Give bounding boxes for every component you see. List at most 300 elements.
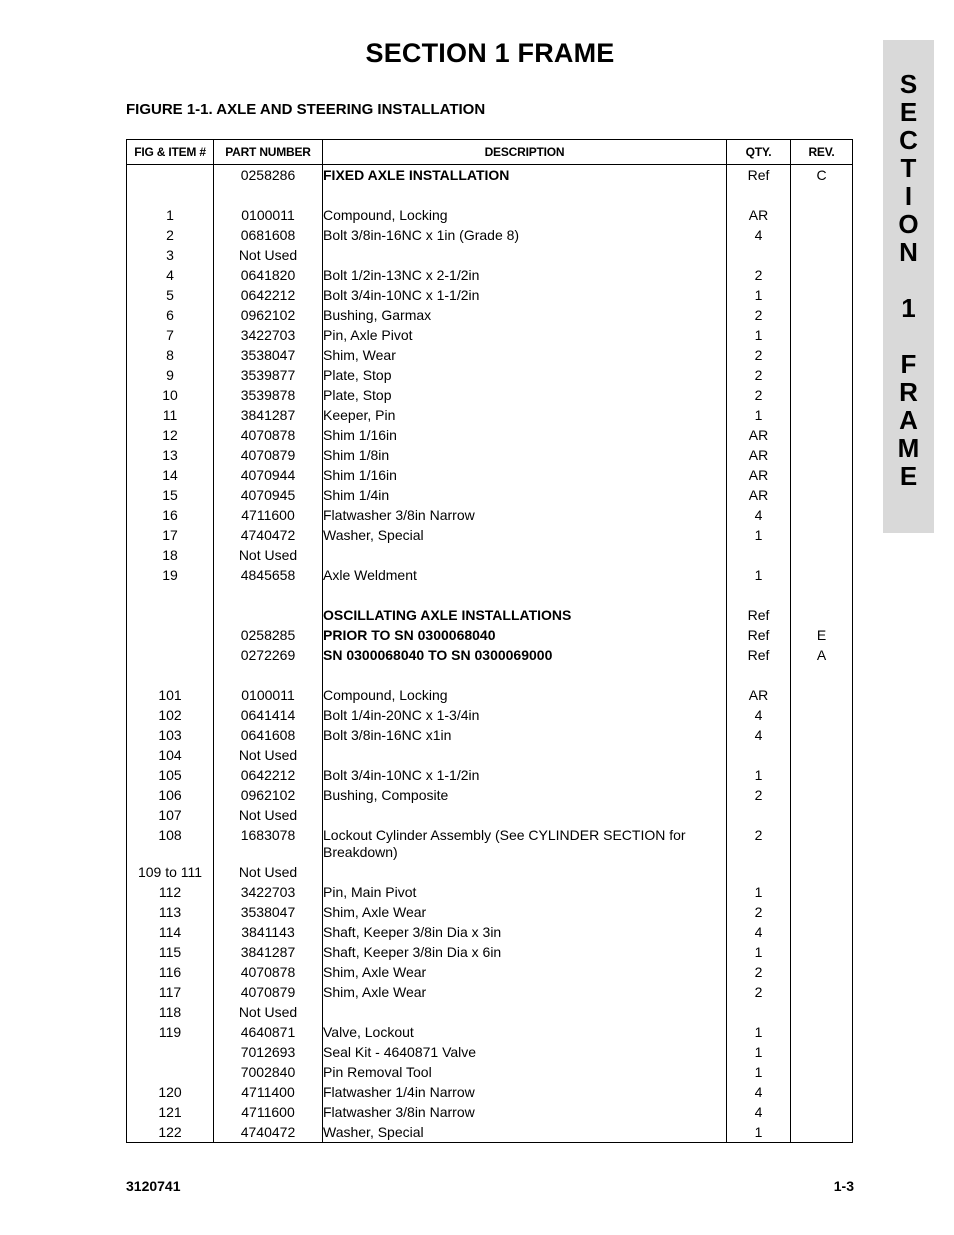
table-row (127, 1062, 853, 1082)
qty-cell: 2 (727, 825, 791, 862)
item-number-cell (127, 605, 214, 625)
rev-cell (791, 1102, 853, 1122)
rev-cell (791, 285, 853, 305)
section-tab-letter: A (899, 405, 918, 435)
item-number-cell: 114 (127, 922, 214, 942)
section-tab-letter: S (899, 69, 918, 99)
part-number-cell: 1683078 (214, 825, 323, 862)
item-number-cell: 115 (127, 942, 214, 962)
description-cell: Plate, Stop (323, 365, 727, 385)
part-number-cell: 3422703 (214, 882, 323, 902)
table-row (127, 465, 853, 485)
qty-cell: 2 (727, 982, 791, 1002)
description-cell: Bushing, Garmax (323, 305, 727, 325)
table-row (127, 882, 853, 902)
description-cell: Shim 1/16in (323, 465, 727, 485)
table-row (127, 405, 853, 425)
rev-cell (791, 982, 853, 1002)
item-number-cell: 11 (127, 405, 214, 425)
description-cell: Shim, Axle Wear (323, 962, 727, 982)
item-number-cell: 1 (127, 205, 214, 225)
description-cell: Washer, Special (323, 1122, 727, 1143)
document-number: 3120741 (126, 1178, 181, 1194)
rev-cell (791, 425, 853, 445)
description-cell (323, 805, 727, 825)
rev-cell (791, 825, 853, 862)
part-number-cell: 4711600 (214, 1102, 323, 1122)
section-tab-letter: N (899, 237, 918, 267)
table-spacer-row (127, 585, 853, 605)
item-number-cell: 107 (127, 805, 214, 825)
qty-cell: 1 (727, 882, 791, 902)
table-row (127, 365, 853, 385)
item-number-cell: 118 (127, 1002, 214, 1022)
description-cell: Shaft, Keeper 3/8in Dia x 6in (323, 942, 727, 962)
rev-cell (791, 962, 853, 982)
table-row (127, 825, 853, 862)
description-cell: Bushing, Composite (323, 785, 727, 805)
part-number-cell: 0641414 (214, 705, 323, 725)
spacer-cell (727, 665, 791, 685)
part-number-cell: 4070878 (214, 425, 323, 445)
description-cell: Shim, Axle Wear (323, 982, 727, 1002)
item-number-cell: 108 (127, 825, 214, 862)
qty-cell: 1 (727, 285, 791, 305)
qty-cell: 1 (727, 1042, 791, 1062)
rev-cell (791, 605, 853, 625)
table-row (127, 1082, 853, 1102)
qty-cell: 4 (727, 1082, 791, 1102)
table-row (127, 625, 853, 645)
rev-cell (791, 325, 853, 345)
description-cell: Bolt 1/4in-20NC x 1-3/4in (323, 705, 727, 725)
description-cell: Lockout Cylinder Assembly (See CYLINDER SECTION for Breakdown) (323, 825, 727, 862)
description-cell: OSCILLATING AXLE INSTALLATIONS (323, 605, 727, 625)
qty-cell (727, 245, 791, 265)
header-qty: QTY. (727, 140, 791, 165)
rev-cell (791, 1122, 853, 1143)
part-number-cell: 0258286 (214, 165, 323, 186)
table-row (127, 225, 853, 245)
section-tab (883, 40, 934, 533)
qty-cell: AR (727, 485, 791, 505)
spacer-cell (323, 185, 727, 205)
qty-cell: Ref (727, 165, 791, 186)
rev-cell (791, 505, 853, 525)
part-number-cell: 0258285 (214, 625, 323, 645)
qty-cell: 2 (727, 345, 791, 365)
table-row (127, 862, 853, 882)
description-cell (323, 545, 727, 565)
section-tab-letter: 1 (901, 293, 916, 323)
part-number-cell: Not Used (214, 805, 323, 825)
description-cell: Pin, Axle Pivot (323, 325, 727, 345)
rev-cell (791, 465, 853, 485)
description-cell: Shim 1/8in (323, 445, 727, 465)
qty-cell: AR (727, 445, 791, 465)
spacer-cell (127, 585, 214, 605)
part-number-cell: 4711600 (214, 505, 323, 525)
part-number-cell: 3841287 (214, 942, 323, 962)
rev-cell (791, 245, 853, 265)
item-number-cell (127, 165, 214, 186)
rev-cell (791, 1062, 853, 1082)
header-item: FIG & ITEM # (127, 140, 214, 165)
qty-cell: 4 (727, 505, 791, 525)
spacer-cell (727, 585, 791, 605)
table-row (127, 525, 853, 545)
table-row (127, 165, 853, 186)
part-number-cell: 4070879 (214, 445, 323, 465)
part-number-cell: 3539878 (214, 385, 323, 405)
qty-cell (727, 862, 791, 882)
item-number-cell: 116 (127, 962, 214, 982)
part-number-cell: 0100011 (214, 685, 323, 705)
qty-cell: Ref (727, 625, 791, 645)
rev-cell (791, 405, 853, 425)
part-number-cell: Not Used (214, 745, 323, 765)
header-part-number: PART NUMBER (214, 140, 323, 165)
part-number-cell: Not Used (214, 862, 323, 882)
qty-cell: 4 (727, 922, 791, 942)
description-cell (323, 862, 727, 882)
table-row (127, 725, 853, 745)
rev-cell (791, 1002, 853, 1022)
description-cell: Axle Weldment (323, 565, 727, 585)
rev-cell (791, 745, 853, 765)
rev-cell (791, 565, 853, 585)
item-number-cell: 119 (127, 1022, 214, 1042)
item-number-cell: 13 (127, 445, 214, 465)
table-row (127, 805, 853, 825)
item-number-cell: 117 (127, 982, 214, 1002)
qty-cell: 2 (727, 265, 791, 285)
table-row (127, 1022, 853, 1042)
description-cell: Flatwasher 3/8in Narrow (323, 1102, 727, 1122)
table-row (127, 745, 853, 765)
item-number-cell (127, 625, 214, 645)
description-cell: Shim, Axle Wear (323, 902, 727, 922)
description-cell: Bolt 3/8in-16NC x 1in (Grade 8) (323, 225, 727, 245)
description-cell (323, 1002, 727, 1022)
description-cell: Compound, Locking (323, 685, 727, 705)
table-row (127, 325, 853, 345)
item-number-cell: 109 to 111 (127, 862, 214, 882)
page-title: SECTION 1 FRAME (365, 38, 615, 68)
rev-cell (791, 882, 853, 902)
qty-cell: 4 (727, 1102, 791, 1122)
part-number-cell: Not Used (214, 1002, 323, 1022)
table-row (127, 385, 853, 405)
section-tab-letter: E (899, 461, 918, 491)
table-row (127, 982, 853, 1002)
part-number-cell: 7012693 (214, 1042, 323, 1062)
table-row (127, 962, 853, 982)
rev-cell: E (791, 625, 853, 645)
spacer-cell (727, 185, 791, 205)
item-number-cell: 102 (127, 705, 214, 725)
spacer-cell (214, 585, 323, 605)
qty-cell: AR (727, 425, 791, 445)
table-row (127, 942, 853, 962)
table-row (127, 785, 853, 805)
item-number-cell: 7 (127, 325, 214, 345)
table-row (127, 1002, 853, 1022)
part-number-cell: 0962102 (214, 305, 323, 325)
qty-cell: AR (727, 465, 791, 485)
rev-cell (791, 785, 853, 805)
qty-cell: Ref (727, 645, 791, 665)
rev-cell (791, 305, 853, 325)
qty-cell (727, 745, 791, 765)
table-row (127, 485, 853, 505)
qty-cell: 2 (727, 962, 791, 982)
section-tab-letter: C (899, 125, 918, 155)
part-number-cell: Not Used (214, 545, 323, 565)
section-tab-letters (883, 70, 934, 490)
qty-cell: AR (727, 205, 791, 225)
table-row (127, 305, 853, 325)
spacer-cell (214, 665, 323, 685)
part-number-cell: 3538047 (214, 345, 323, 365)
table-row (127, 545, 853, 565)
qty-cell: 4 (727, 705, 791, 725)
part-number-cell: 4640871 (214, 1022, 323, 1042)
section-tab-letter: I (904, 181, 913, 211)
rev-cell (791, 805, 853, 825)
item-number-cell: 4 (127, 265, 214, 285)
item-number-cell: 12 (127, 425, 214, 445)
part-number-cell: 4740472 (214, 1122, 323, 1143)
spacer-cell (127, 665, 214, 685)
part-number-cell: 4711400 (214, 1082, 323, 1102)
item-number-cell: 5 (127, 285, 214, 305)
qty-cell: 2 (727, 902, 791, 922)
description-cell (323, 745, 727, 765)
section-tab-letter: F (900, 349, 917, 379)
qty-cell: 1 (727, 525, 791, 545)
item-number-cell: 15 (127, 485, 214, 505)
qty-cell: 4 (727, 725, 791, 745)
item-number-cell: 101 (127, 685, 214, 705)
header-description: DESCRIPTION (323, 140, 727, 165)
spacer-cell (791, 665, 853, 685)
table-row (127, 265, 853, 285)
description-cell: Seal Kit - 4640871 Valve (323, 1042, 727, 1062)
item-number-cell: 122 (127, 1122, 214, 1143)
table-spacer-row (127, 665, 853, 685)
qty-cell: 1 (727, 1022, 791, 1042)
section-tab-letter: T (900, 153, 917, 183)
item-number-cell: 121 (127, 1102, 214, 1122)
table-row (127, 765, 853, 785)
description-cell: Shaft, Keeper 3/8in Dia x 3in (323, 922, 727, 942)
item-number-cell: 18 (127, 545, 214, 565)
item-number-cell (127, 645, 214, 665)
figure-title: FIGURE 1-1. AXLE AND STEERING INSTALLATION (126, 101, 486, 118)
description-cell: Bolt 3/4in-10NC x 1-1/2in (323, 285, 727, 305)
part-number-cell: 4070878 (214, 962, 323, 982)
description-cell: Bolt 1/2in-13NC x 2-1/2in (323, 265, 727, 285)
part-number-cell: 4740472 (214, 525, 323, 545)
item-number-cell: 9 (127, 365, 214, 385)
rev-cell (791, 525, 853, 545)
qty-cell: AR (727, 685, 791, 705)
part-number-cell: 4070945 (214, 485, 323, 505)
rev-cell (791, 205, 853, 225)
description-cell: Bolt 3/4in-10NC x 1-1/2in (323, 765, 727, 785)
part-number-cell: 3539877 (214, 365, 323, 385)
part-number-cell: 0100011 (214, 205, 323, 225)
rev-cell (791, 942, 853, 962)
qty-cell (727, 805, 791, 825)
description-cell: Flatwasher 3/8in Narrow (323, 505, 727, 525)
table-spacer-row (127, 185, 853, 205)
description-cell: Shim 1/4in (323, 485, 727, 505)
item-number-cell: 106 (127, 785, 214, 805)
table-row (127, 245, 853, 265)
description-cell: Valve, Lockout (323, 1022, 727, 1042)
description-cell: Pin Removal Tool (323, 1062, 727, 1082)
rev-cell (791, 705, 853, 725)
item-number-cell: 10 (127, 385, 214, 405)
table-row (127, 205, 853, 225)
qty-cell: 1 (727, 942, 791, 962)
part-number-cell: 0641608 (214, 725, 323, 745)
spacer-cell (791, 585, 853, 605)
rev-cell (791, 922, 853, 942)
rev-cell (791, 265, 853, 285)
qty-cell: 1 (727, 565, 791, 585)
rev-cell: C (791, 165, 853, 186)
part-number-cell: 0642212 (214, 285, 323, 305)
table-row (127, 922, 853, 942)
section-tab-letter: E (899, 97, 918, 127)
item-number-cell: 6 (127, 305, 214, 325)
part-number-cell: 4070879 (214, 982, 323, 1002)
rev-cell (791, 385, 853, 405)
description-cell: Washer, Special (323, 525, 727, 545)
rev-cell (791, 1082, 853, 1102)
rev-cell (791, 1022, 853, 1042)
spacer-cell (214, 185, 323, 205)
rev-cell (791, 862, 853, 882)
table-row (127, 1102, 853, 1122)
description-cell: PRIOR TO SN 0300068040 (323, 625, 727, 645)
item-number-cell: 16 (127, 505, 214, 525)
spacer-cell (127, 185, 214, 205)
table-row (127, 425, 853, 445)
qty-cell: 2 (727, 305, 791, 325)
rev-cell (791, 485, 853, 505)
table-row (127, 1042, 853, 1062)
rev-cell (791, 685, 853, 705)
part-number-cell: 7002840 (214, 1062, 323, 1082)
qty-cell: 2 (727, 365, 791, 385)
item-number-cell: 17 (127, 525, 214, 545)
rev-cell (791, 365, 853, 385)
description-cell: Compound, Locking (323, 205, 727, 225)
rev-cell (791, 725, 853, 745)
qty-cell: 1 (727, 405, 791, 425)
part-number-cell: 4845658 (214, 565, 323, 585)
part-number-cell: 0272269 (214, 645, 323, 665)
qty-cell: 2 (727, 385, 791, 405)
table-row (127, 645, 853, 665)
item-number-cell: 19 (127, 565, 214, 585)
item-number-cell: 2 (127, 225, 214, 245)
part-number-cell: 0962102 (214, 785, 323, 805)
table-row (127, 685, 853, 705)
description-cell: FIXED AXLE INSTALLATION (323, 165, 727, 186)
part-number-cell: 3841287 (214, 405, 323, 425)
rev-cell (791, 765, 853, 785)
table-row (127, 565, 853, 585)
part-number-cell: 0642212 (214, 765, 323, 785)
item-number-cell: 104 (127, 745, 214, 765)
part-number-cell: 4070944 (214, 465, 323, 485)
rev-cell (791, 445, 853, 465)
spacer-cell (323, 665, 727, 685)
rev-cell (791, 902, 853, 922)
section-tab-letter: R (899, 377, 918, 407)
part-number-cell: 3422703 (214, 325, 323, 345)
item-number-cell: 105 (127, 765, 214, 785)
qty-cell: 1 (727, 765, 791, 785)
table-row (127, 705, 853, 725)
qty-cell: 4 (727, 225, 791, 245)
section-tab-letter: O (898, 209, 919, 239)
rev-cell (791, 345, 853, 365)
description-cell: Shim 1/16in (323, 425, 727, 445)
rev-cell: A (791, 645, 853, 665)
description-cell: Plate, Stop (323, 385, 727, 405)
item-number-cell (127, 1042, 214, 1062)
parts-table-body (127, 165, 853, 1143)
table-row (127, 285, 853, 305)
description-cell: Pin, Main Pivot (323, 882, 727, 902)
description-cell: Shim, Wear (323, 345, 727, 365)
rev-cell (791, 1042, 853, 1062)
item-number-cell: 8 (127, 345, 214, 365)
item-number-cell: 14 (127, 465, 214, 485)
qty-cell: 1 (727, 1062, 791, 1082)
page-number: 1-3 (833, 1178, 854, 1194)
part-number-cell: 3538047 (214, 902, 323, 922)
rev-cell (791, 545, 853, 565)
table-row (127, 445, 853, 465)
part-number-cell: Not Used (214, 245, 323, 265)
qty-cell (727, 545, 791, 565)
table-row (127, 1122, 853, 1143)
qty-cell: 2 (727, 785, 791, 805)
table-row (127, 605, 853, 625)
parts-table (126, 139, 853, 1143)
part-number-cell: 0681608 (214, 225, 323, 245)
item-number-cell: 120 (127, 1082, 214, 1102)
item-number-cell: 112 (127, 882, 214, 902)
item-number-cell (127, 1062, 214, 1082)
spacer-cell (791, 185, 853, 205)
item-number-cell: 103 (127, 725, 214, 745)
description-cell: Flatwasher 1/4in Narrow (323, 1082, 727, 1102)
description-cell: Bolt 3/8in-16NC x1in (323, 725, 727, 745)
item-number-cell: 3 (127, 245, 214, 265)
header-rev: REV. (791, 140, 853, 165)
part-number-cell (214, 605, 323, 625)
rev-cell (791, 225, 853, 245)
part-number-cell: 3841143 (214, 922, 323, 942)
